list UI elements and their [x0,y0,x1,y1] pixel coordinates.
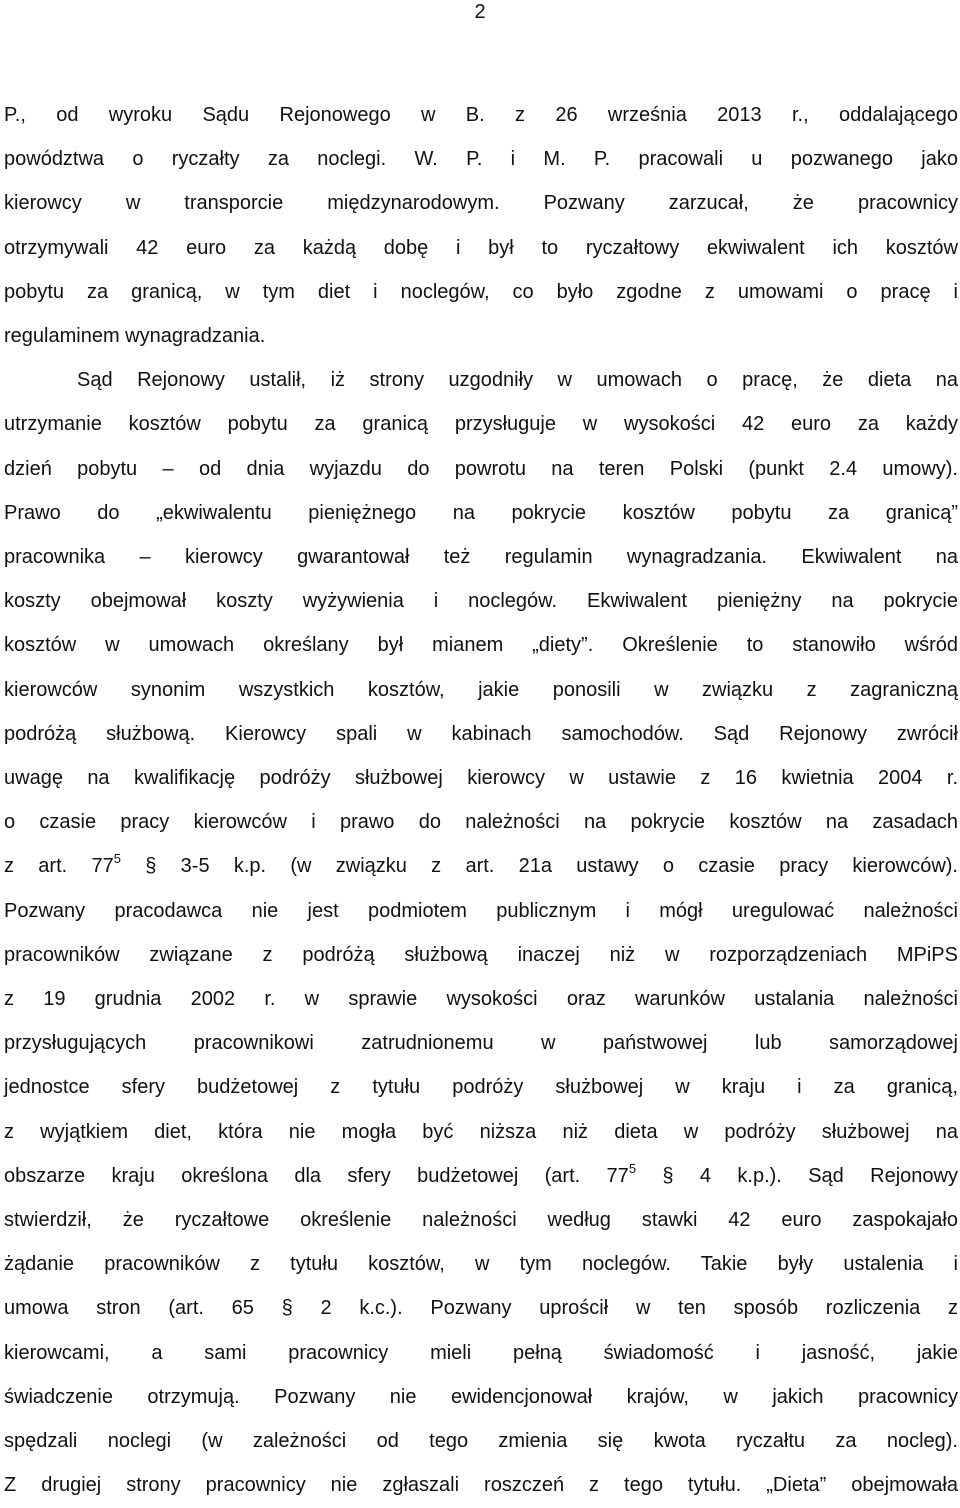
text-line: spędzali noclegi (w zależności od tego zmienia się kwota ryczałtu za nocleg). [4,1430,958,1453]
text-line: umowa stron (art. 65 § 2 k.c.). Pozwany uprościł w ten sposób rozliczenia z [4,1297,958,1320]
text-line [4,844,958,888]
text-line: dzień pobytu – od dnia wyjazdu do powrotu na teren Polski (punkt 2.4 umowy). [4,457,958,480]
text-line: podróżą służbową. Kierowcy spali w kabinach samochodów. Sąd Rejonowy zwrócił [4,722,958,745]
text-line: Z drugiej strony pracownicy nie zgłaszali roszczeń z tego tytułu. „Dieta” obejmowała [4,1474,958,1497]
text-line: pobytu za granicą, w tym diet i noclegów, co było zgodne z umowami o pracę i [4,280,958,303]
text-line: z 19 grudnia 2002 r. w sprawie wysokości oraz warunków ustalania należności [4,988,958,1011]
superscript: 5 [113,851,121,867]
text-line: Prawo do „ekwiwalentu pieniężnego na pokrycie kosztów pobytu za granicą” [4,501,958,524]
text-fragment: § 4 k.p.). Sąd Rejonowy [662,1164,958,1187]
text-fragment: obszarze kraju określona dla sfery budżetowej (art. 77 [4,1164,629,1187]
document-body [4,93,958,1508]
text-line: regulaminem wynagradzania. [4,325,266,348]
text-line: kierowców synonim wszystkich kosztów, jakie ponosili w związku z zagraniczną [4,678,958,701]
text-line: utrzymanie kosztów pobytu za granicą przysługuje w wysokości 42 euro za każdy [4,413,958,436]
text-line [4,1154,958,1198]
text-line: świadczenie otrzymują. Pozwany nie ewidencjonował krajów, w jakich pracownicy [4,1385,958,1408]
text-line: z wyjątkiem diet, która nie mogła być niższa niż dieta w podróży służbowej na [4,1120,958,1143]
text-line: kierowcami, a sami pracownicy mieli pełną świadomość i jasność, jakie [4,1341,958,1364]
text-line: koszty obejmował koszty wyżywienia i noclegów. Ekwiwalent pieniężny na pokrycie [4,590,958,613]
text-line: uwagę na kwalifikację podróży służbowej kierowcy w ustawie z 16 kwietnia 2004 r. [4,767,958,790]
text-line: kierowcy w transporcie międzynarodowym. Pozwany zarzucał, że pracownicy [4,192,958,215]
text-fragment: § 3-5 k.p. (w związku z art. 21a ustawy o czasie pracy kierowców). [145,855,958,878]
text-line: otrzymywali 42 euro za każdą dobę i był to ryczałtowy ekwiwalent ich kosztów [4,236,958,259]
text-line: Pozwany pracodawca nie jest podmiotem publicznym i mógł uregulować należności [4,899,958,922]
text-fragment: z art. 77 [4,855,114,878]
text-line: kosztów w umowach określany był mianem „diety”. Określenie to stanowiło wśród [4,634,958,657]
text-line: o czasie pracy kierowców i prawo do należności na pokrycie kosztów na zasadach [4,811,958,834]
superscript: 5 [628,1160,637,1176]
text-line: jednostce sfery budżetowej z tytułu podróży służbowej w kraju i za granicą, [4,1076,958,1099]
text-line: stwierdził, że ryczałtowe określenie należności według stawki 42 euro zaspokajało [4,1209,958,1232]
text-line: P., od wyroku Sądu Rejonowego w B. z 26 września 2013 r., oddalającego [4,104,958,126]
text-line: powództwa o ryczałty za noclegi. W. P. i M. P. pracowali u pozwanego jako [4,148,958,171]
text-line: pracowników związane z podróżą służbową inaczej niż w rozporządzeniach MPiPS [4,943,958,966]
text-line: Sąd Rejonowy ustalił, iż strony uzgodniły w umowach o pracę, że dieta na [77,369,958,392]
page-number: 2 [474,1,486,23]
text-line: przysługujących pracownikowi zatrudnionemu w państwowej lub samorządowej [4,1032,958,1055]
text-line: żądanie pracowników z tytułu kosztów, w tym noclegów. Takie były ustalenia i [4,1253,958,1276]
text-line: pracownika – kierowcy gwarantował też regulamin wynagradzania. Ekwiwalent na [4,546,958,569]
